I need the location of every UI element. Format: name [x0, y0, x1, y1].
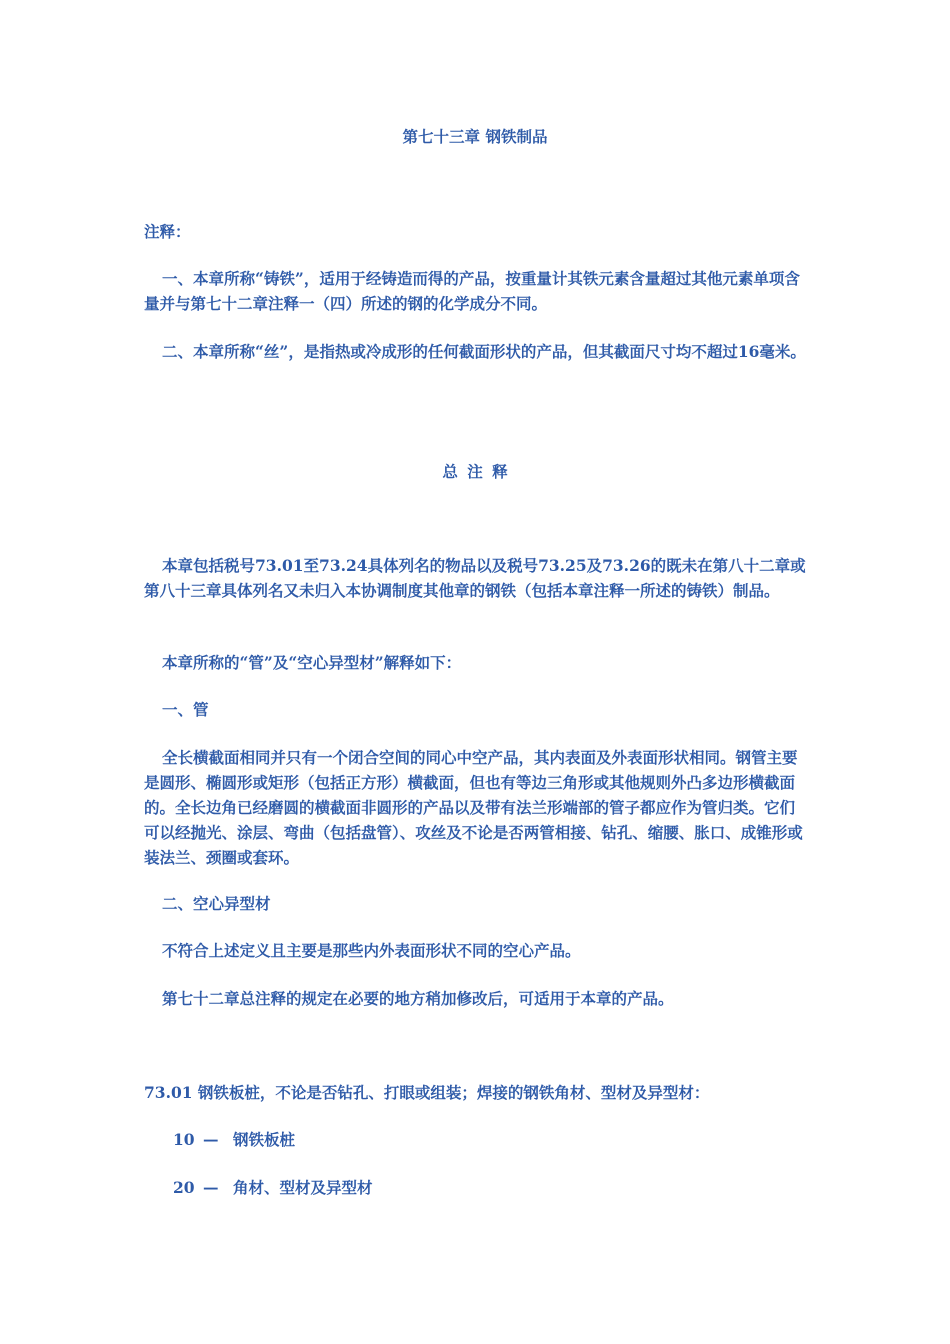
subheading-code: 20 — [173, 1178, 195, 1197]
notes-heading: 注释： — [144, 222, 191, 241]
subheading-code: 10 — [173, 1130, 195, 1149]
subheading-dash: — — [203, 1178, 219, 1197]
heading-7301: 73.01 钢铁板桩，不论是否钻孔、打眼或组装；焊接的钢铁角材、型材及异型材： — [144, 1083, 710, 1102]
subheading-label: 钢铁板桩 — [233, 1130, 296, 1149]
hollow-profile-heading: 二、空心异型材 — [162, 894, 271, 913]
general-note-closing: 第七十二章总注释的规定在必要的地方稍加修改后，可适用于本章的产品。 — [162, 989, 674, 1008]
subheading-label: 角材、型材及异型材 — [233, 1178, 373, 1197]
subheading-item — [173, 1175, 373, 1200]
tube-heading: 一、管 — [162, 700, 209, 719]
note-1: 一、本章所称“铸铁”，适用于经铸造而得的产品，按重量计其铁元素含量超过其他元素单项含量并与第七十二章注释一（四）所述的钢的化学成分不同。 — [144, 269, 800, 313]
subheading-item — [173, 1127, 295, 1152]
hollow-profile-definition: 不符合上述定义且主要是那些内外表面形状不同的空心产品。 — [162, 941, 581, 960]
general-notes-heading: 总 注 释 — [442, 462, 508, 481]
chapter-title: 第七十三章 钢铁制品 — [402, 127, 548, 146]
general-note-paragraph-2: 本章所称的“管”及“空心异型材”解释如下： — [162, 653, 462, 672]
general-note-paragraph-1: 本章包括税号73.01至73.24具体列名的物品以及税号73.25及73.26的既未在第八十二章或第八十三章具体列名又未归入本协调制度其他章的钢铁（包括本章注释一所述的铸铁）制品。 — [144, 556, 806, 600]
tube-definition: 全长横截面相同并只有一个闭合空间的同心中空产品，其内表面及外表面形状相同。钢管主要是圆形、椭圆形或矩形（包括正方形）横截面，但也有等边三角形或其他规则外凸多边形横截面的。全长边角已经磨圆的横截面非圆形的产品以及带有法兰形端部的管子都应作为管归类。它们可以经抛光、涂层、弯曲（包括盘管）、攻丝及不论是否两管相接、钻孔、缩腰、胀口、成锥形或装法兰、颈圈或套环。 — [144, 748, 803, 867]
subheading-dash: — — [203, 1130, 219, 1149]
note-2: 二、本章所称“丝”，是指热或冷成形的任何截面形状的产品，但其截面尺寸均不超过16毫米。 — [162, 342, 806, 361]
